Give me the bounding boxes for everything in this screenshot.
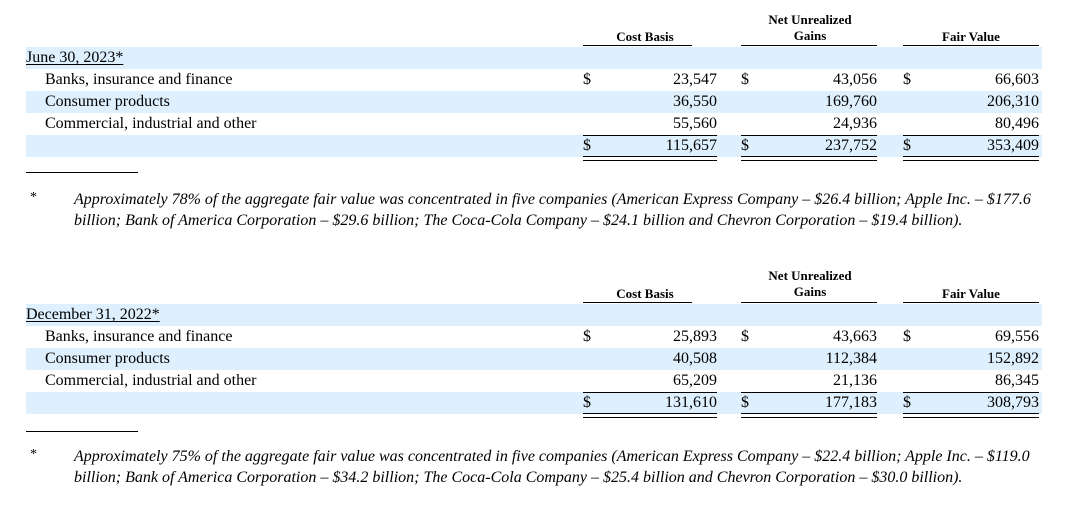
fair-value-value: 86,345 bbox=[995, 372, 1039, 389]
gains-header-line1: Net Unrealized bbox=[768, 12, 852, 27]
gains-total: 237,752 bbox=[825, 137, 877, 154]
currency-symbol: $ bbox=[741, 137, 749, 154]
cost-basis-value: 65,209 bbox=[673, 372, 717, 389]
gains-total: 177,183 bbox=[825, 394, 877, 411]
row-label: Consumer products bbox=[45, 350, 170, 367]
total-double-rule bbox=[583, 156, 717, 161]
gains-value: 43,663 bbox=[833, 328, 877, 345]
row-band bbox=[26, 47, 1042, 69]
fair-value-total: 353,409 bbox=[987, 137, 1039, 154]
row-label: Commercial, industrial and other bbox=[45, 115, 257, 132]
currency-symbol: $ bbox=[903, 328, 911, 345]
cost-basis-value: 36,550 bbox=[673, 93, 717, 110]
currency-symbol: $ bbox=[741, 394, 749, 411]
gains-header-line2: Gains bbox=[793, 28, 827, 43]
fair-value-total: 308,793 bbox=[987, 394, 1039, 411]
fair-value-value: 69,556 bbox=[995, 328, 1039, 345]
fair-value-value: 152,892 bbox=[987, 350, 1039, 367]
cost-basis-header: Cost Basis bbox=[616, 286, 674, 301]
gains-value: 21,136 bbox=[833, 372, 877, 389]
header-rule bbox=[583, 45, 692, 46]
total-double-rule bbox=[741, 413, 877, 418]
currency-symbol: $ bbox=[583, 394, 591, 411]
currency-symbol: $ bbox=[741, 328, 749, 345]
header-rule bbox=[903, 45, 1039, 46]
row-label: Banks, insurance and finance bbox=[45, 71, 233, 88]
total-double-rule bbox=[903, 413, 1039, 418]
gains-value: 112,384 bbox=[825, 350, 877, 367]
row-band bbox=[26, 304, 1042, 326]
currency-symbol: $ bbox=[741, 71, 749, 88]
gains-header-line1: Net Unrealized bbox=[768, 268, 852, 283]
row-label: Consumer products bbox=[45, 93, 170, 110]
cost-basis-total: 115,657 bbox=[665, 137, 717, 154]
cost-basis-value: 55,560 bbox=[673, 115, 717, 132]
gains-header-line2: Gains bbox=[793, 284, 827, 299]
footnote-rule bbox=[26, 172, 138, 173]
currency-symbol: $ bbox=[903, 137, 911, 154]
gains-value: 24,936 bbox=[833, 115, 877, 132]
fair-value-value: 66,603 bbox=[995, 71, 1039, 88]
row-band bbox=[26, 91, 1042, 113]
cost-basis-value: 23,547 bbox=[673, 71, 717, 88]
row-band bbox=[26, 392, 1042, 414]
cost-basis-header: Cost Basis bbox=[616, 29, 674, 44]
currency-symbol: $ bbox=[583, 137, 591, 154]
total-double-rule bbox=[741, 156, 877, 161]
row-band bbox=[26, 135, 1042, 157]
currency-symbol: $ bbox=[903, 71, 911, 88]
footnote-text: Approximately 75% of the aggregate fair value was concentrated in five companies (American Express Company – $22.4 billion; Apple Inc. – $119.0 billion; Bank of America Corporation – $34.2 billion; The Coca-Cola Company – $25.4 billion and Chevron Corporation – $30.0 billion). bbox=[74, 448, 1030, 486]
footnote-mark: * bbox=[30, 190, 37, 205]
footnote-rule bbox=[26, 431, 138, 432]
currency-symbol: $ bbox=[583, 328, 591, 345]
fair-value-header: Fair Value bbox=[942, 29, 1000, 44]
gains-value: 43,056 bbox=[833, 71, 877, 88]
total-double-rule bbox=[583, 413, 717, 418]
fair-value-header: Fair Value bbox=[942, 286, 1000, 301]
header-rule bbox=[741, 302, 877, 303]
footnote-mark: * bbox=[30, 447, 37, 462]
fair-value-value: 206,310 bbox=[987, 93, 1039, 110]
gains-value: 169,760 bbox=[825, 93, 877, 110]
header-rule bbox=[741, 45, 877, 46]
row-band bbox=[26, 348, 1042, 370]
cost-basis-total: 131,610 bbox=[665, 394, 717, 411]
row-label: Commercial, industrial and other bbox=[45, 372, 257, 389]
currency-symbol: $ bbox=[903, 394, 911, 411]
currency-symbol: $ bbox=[583, 71, 591, 88]
fair-value-value: 80,496 bbox=[995, 115, 1039, 132]
total-double-rule bbox=[903, 156, 1039, 161]
cost-basis-value: 40,508 bbox=[673, 350, 717, 367]
cost-basis-value: 25,893 bbox=[673, 328, 717, 345]
period-date: June 30, 2023* bbox=[26, 49, 124, 66]
header-rule bbox=[583, 302, 692, 303]
row-label: Banks, insurance and finance bbox=[45, 328, 233, 345]
header-rule bbox=[903, 302, 1039, 303]
footnote-text: Approximately 78% of the aggregate fair value was concentrated in five companies (American Express Company – $26.4 billion; Apple Inc. – $177.6 billion; Bank of America Corporation – $29.6 billion; The Coca-Cola Company – $24.1 billion and Chevron Corporation – $19.4 billion). bbox=[74, 191, 1031, 229]
period-date: December 31, 2022* bbox=[26, 306, 160, 323]
